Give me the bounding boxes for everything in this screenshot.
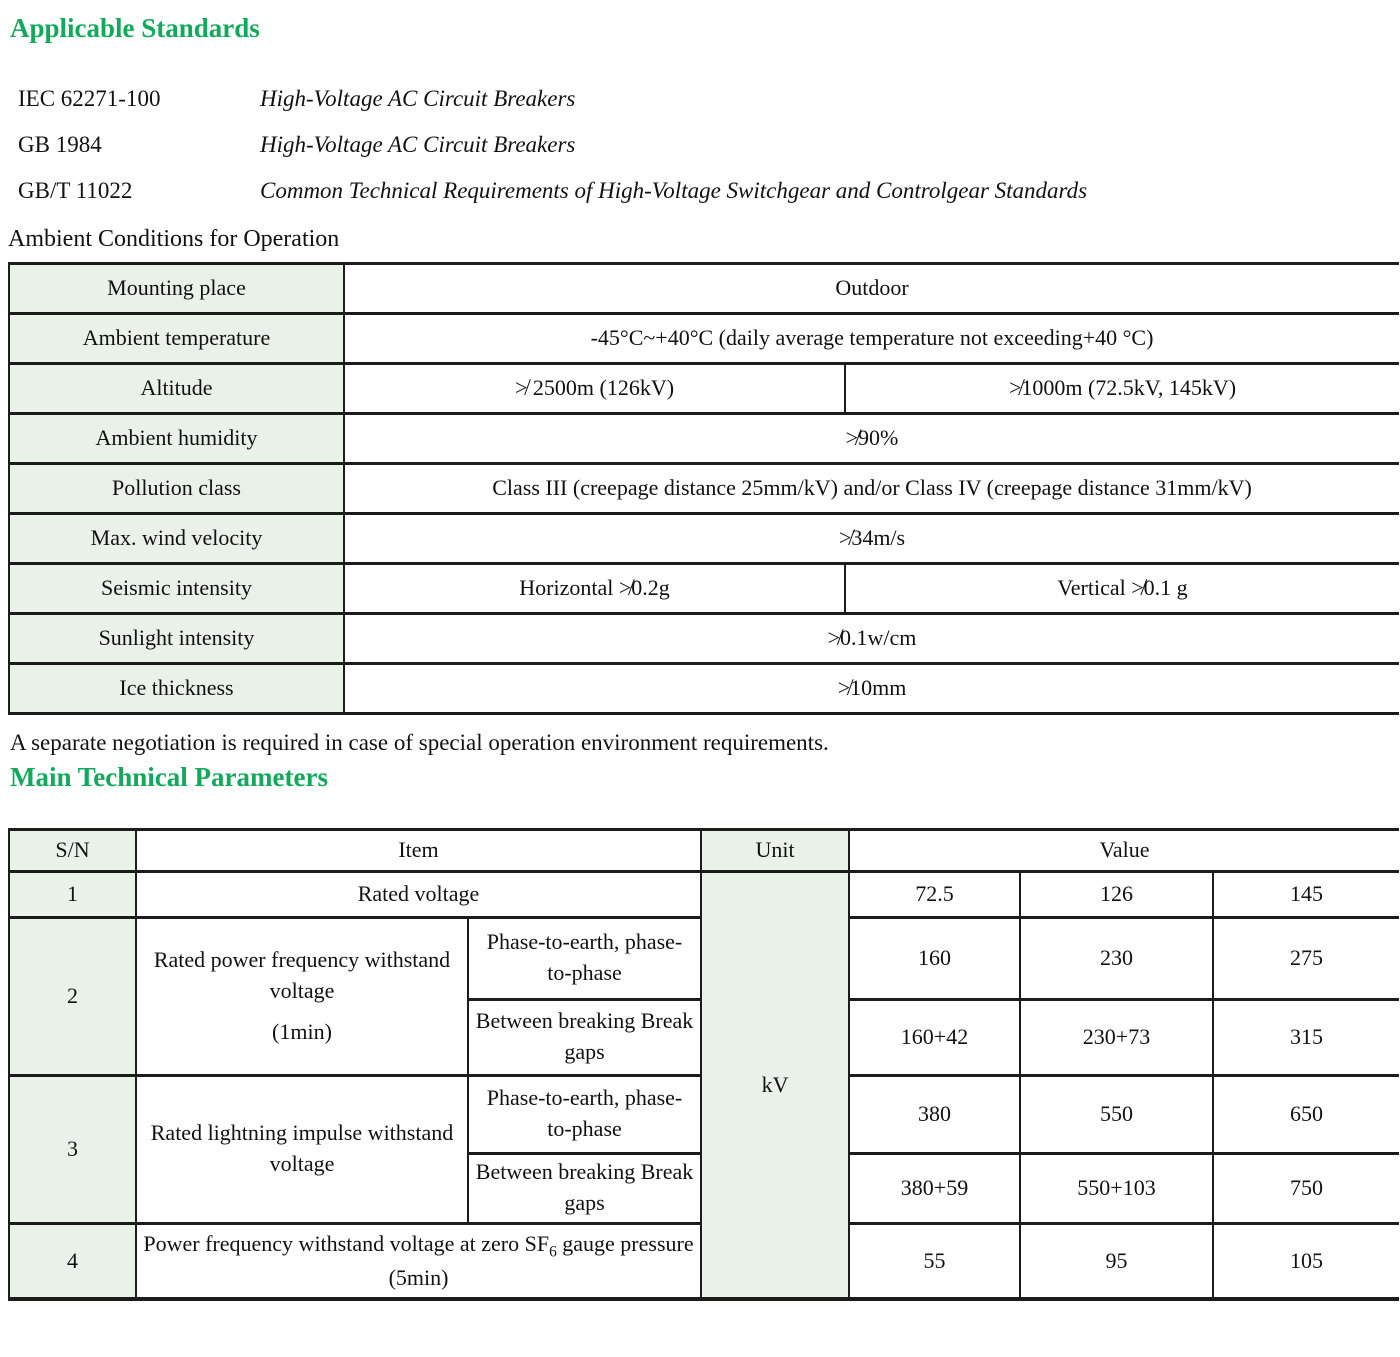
standard-row — [18, 168, 1398, 214]
ambient-label-cell: Ambient humidity — [9, 414, 344, 464]
value-cell: 230 — [1020, 917, 1213, 999]
value-cell: 72.5 — [849, 871, 1020, 917]
table-row — [9, 464, 1399, 514]
item-sub-cell: Between breaking Break gaps — [468, 1153, 701, 1223]
sn-cell: 4 — [9, 1223, 136, 1299]
value-cell: 275 — [1213, 917, 1399, 999]
ambient-value-cell: Horizontal ≯0.2g — [344, 564, 845, 614]
column-header-value: Value — [849, 829, 1399, 871]
value-cell: 650 — [1213, 1075, 1399, 1153]
value-cell: 55 — [849, 1223, 1020, 1299]
value-cell: 160 — [849, 917, 1020, 999]
ambient-label-cell: Pollution class — [9, 464, 344, 514]
table-row — [9, 871, 1399, 917]
sn-cell: 2 — [9, 917, 136, 1075]
value-cell: 550 — [1020, 1075, 1213, 1153]
main-technical-parameters-table — [8, 828, 1399, 1302]
standard-code: GB/T 11022 — [18, 178, 133, 204]
standards-list — [18, 76, 1398, 214]
item-label: Rated power frequency withstand voltage — [153, 947, 451, 1003]
value-cell: 750 — [1213, 1153, 1399, 1223]
ambient-label-cell: Ambient temperature — [9, 314, 344, 364]
table-row — [9, 564, 1399, 614]
ambient-conditions-subheading: Ambient Conditions for Operation — [8, 226, 340, 253]
ambient-label-cell: Seismic intensity — [9, 564, 344, 614]
value-cell: 380 — [849, 1075, 1020, 1153]
item-label-post: gauge pressure (5min) — [388, 1230, 694, 1290]
value-cell: 550+103 — [1020, 1153, 1213, 1223]
table-row — [9, 264, 1399, 314]
standard-code: GB 1984 — [18, 132, 102, 158]
unit-cell: kV — [701, 871, 849, 1299]
standard-description: Common Technical Requirements of High-Voltage Switchgear and Controlgear Standards — [260, 178, 1088, 204]
section-title-main-technical-parameters: Main Technical Parameters — [10, 762, 328, 793]
column-header-unit: Unit — [701, 829, 849, 871]
standard-row — [18, 76, 1398, 122]
ambient-label-cell: Altitude — [9, 364, 344, 414]
table-row — [9, 514, 1399, 564]
ambient-value-cell: ≯90% — [344, 414, 1399, 464]
standard-description: High-Voltage AC Circuit Breakers — [260, 86, 576, 112]
table-row — [9, 364, 1399, 414]
item-label-pre: Power frequency withstand voltage at zero SF — [143, 1230, 550, 1256]
ambient-value-cell: Outdoor — [344, 264, 1399, 314]
ambient-value-cell: ≯0.1w/cm — [344, 614, 1399, 664]
item-sub-cell: Phase-to-earth, phase-to-phase — [468, 917, 701, 999]
item-note: (1min) — [272, 1018, 332, 1044]
ambient-label-cell: Mounting place — [9, 264, 344, 314]
ambient-value-cell: -45°C~+40°C (daily average temperature not exceeding+40 °C) — [344, 314, 1399, 364]
ambient-value-cell: Class III (creepage distance 25mm/kV) and/or Class IV (creepage distance 31mm/kV) — [344, 464, 1399, 514]
special-environment-footnote: A separate negotiation is required in case of special operation environment requirements. — [10, 730, 829, 756]
item-cell: Rated lightning impulse withstand voltage — [136, 1075, 468, 1223]
value-cell: 160+42 — [849, 999, 1020, 1075]
value-cell: 315 — [1213, 999, 1399, 1075]
value-cell: 380+59 — [849, 1153, 1020, 1223]
value-cell: 230+73 — [1020, 999, 1213, 1075]
ambient-value-cell: Vertical ≯0.1 g — [845, 564, 1399, 614]
item-sub-cell: Phase-to-earth, phase-to-phase — [468, 1075, 701, 1153]
table-row — [9, 614, 1399, 664]
section-title-applicable-standards: Applicable Standards — [10, 13, 260, 43]
ambient-label-cell: Sunlight intensity — [9, 614, 344, 664]
standard-row — [18, 122, 1398, 168]
value-cell: 95 — [1020, 1223, 1213, 1299]
item-sub-cell: Between breaking Break gaps — [468, 999, 701, 1075]
ambient-value-cell: ≯10mm — [344, 664, 1399, 714]
table-row — [9, 414, 1399, 464]
value-cell: 126 — [1020, 871, 1213, 917]
standard-description: High-Voltage AC Circuit Breakers — [260, 132, 576, 158]
column-header-sn: S/N — [9, 829, 136, 871]
table-header-row — [9, 829, 1399, 871]
value-cell: 145 — [1213, 871, 1399, 917]
column-header-item: Item — [136, 829, 701, 871]
sn-cell: 3 — [9, 1075, 136, 1223]
ambient-conditions-table — [8, 262, 1399, 715]
standard-code: IEC 62271-100 — [18, 86, 161, 112]
ambient-label-cell: Max. wind velocity — [9, 514, 344, 564]
sn-cell: 1 — [9, 871, 136, 917]
item-cell — [136, 1223, 701, 1299]
value-cell: 105 — [1213, 1223, 1399, 1299]
item-cell — [136, 917, 468, 1075]
table-row — [9, 664, 1399, 714]
sf6-subscript: 6 — [549, 1243, 557, 1261]
ambient-value-cell: ≯1000m (72.5kV, 145kV) — [845, 364, 1399, 414]
table-row — [9, 314, 1399, 364]
item-cell: Rated voltage — [136, 871, 701, 917]
ambient-value-cell: ≯ 2500m (126kV) — [344, 364, 845, 414]
ambient-value-cell: ≯34m/s — [344, 514, 1399, 564]
ambient-label-cell: Ice thickness — [9, 664, 344, 714]
